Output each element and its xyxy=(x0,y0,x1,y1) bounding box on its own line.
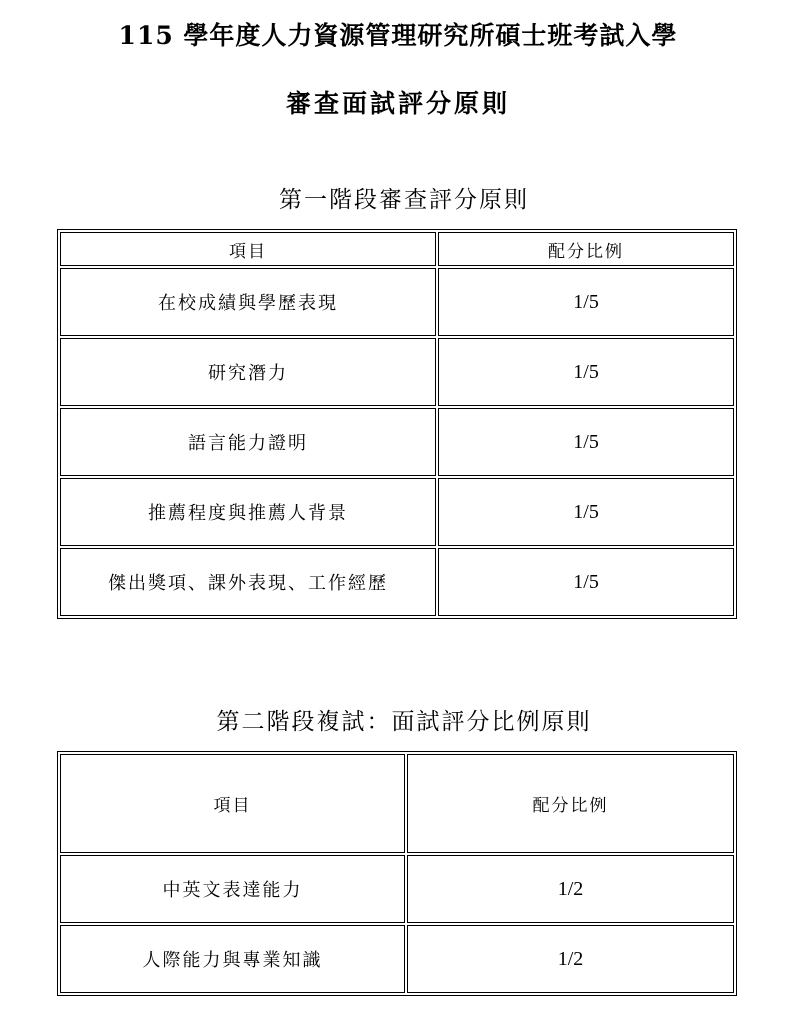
ratio-cell: 1/5 xyxy=(438,338,734,406)
table-row xyxy=(60,268,734,336)
table-row xyxy=(60,478,734,546)
column-header-item: 項目 xyxy=(60,232,436,266)
item-cell: 推薦程度與推薦人背景 xyxy=(60,478,436,546)
ratio-cell: 1/5 xyxy=(438,478,734,546)
item-cell: 傑出獎項、課外表現、工作經歷 xyxy=(60,548,436,616)
stage2-heading: 第二階段複試：面試評分比例原則 xyxy=(216,709,592,735)
table-row xyxy=(60,925,734,993)
table-row xyxy=(60,338,734,406)
stage1-table xyxy=(57,229,737,619)
column-header-ratio: 配分比例 xyxy=(407,754,734,853)
ratio-cell: 1/5 xyxy=(438,268,734,336)
column-header-item: 項目 xyxy=(60,754,405,853)
document-title-line2: 審查面試評分原則 xyxy=(285,89,510,118)
ratio-cell: 1/2 xyxy=(407,925,734,993)
table-header-row xyxy=(60,232,734,266)
column-header-ratio: 配分比例 xyxy=(438,232,734,266)
table-row xyxy=(60,408,734,476)
table-row xyxy=(60,548,734,616)
item-cell: 人際能力與專業知識 xyxy=(60,925,405,993)
item-cell: 語言能力證明 xyxy=(60,408,436,476)
item-cell: 研究潛力 xyxy=(60,338,436,406)
stage2-table xyxy=(57,751,737,996)
item-cell: 中英文表達能力 xyxy=(60,855,405,923)
table-header-row xyxy=(60,754,734,853)
ratio-cell: 1/5 xyxy=(438,548,734,616)
ratio-cell: 1/5 xyxy=(438,408,734,476)
ratio-cell: 1/2 xyxy=(407,855,734,923)
document-title-line1: 115 學年度人力資源管理研究所碩士班考試入學 xyxy=(118,21,678,50)
stage1-heading: 第一階段審查評分原則 xyxy=(279,187,529,213)
item-cell: 在校成績與學歷表現 xyxy=(60,268,436,336)
table-row xyxy=(60,855,734,923)
